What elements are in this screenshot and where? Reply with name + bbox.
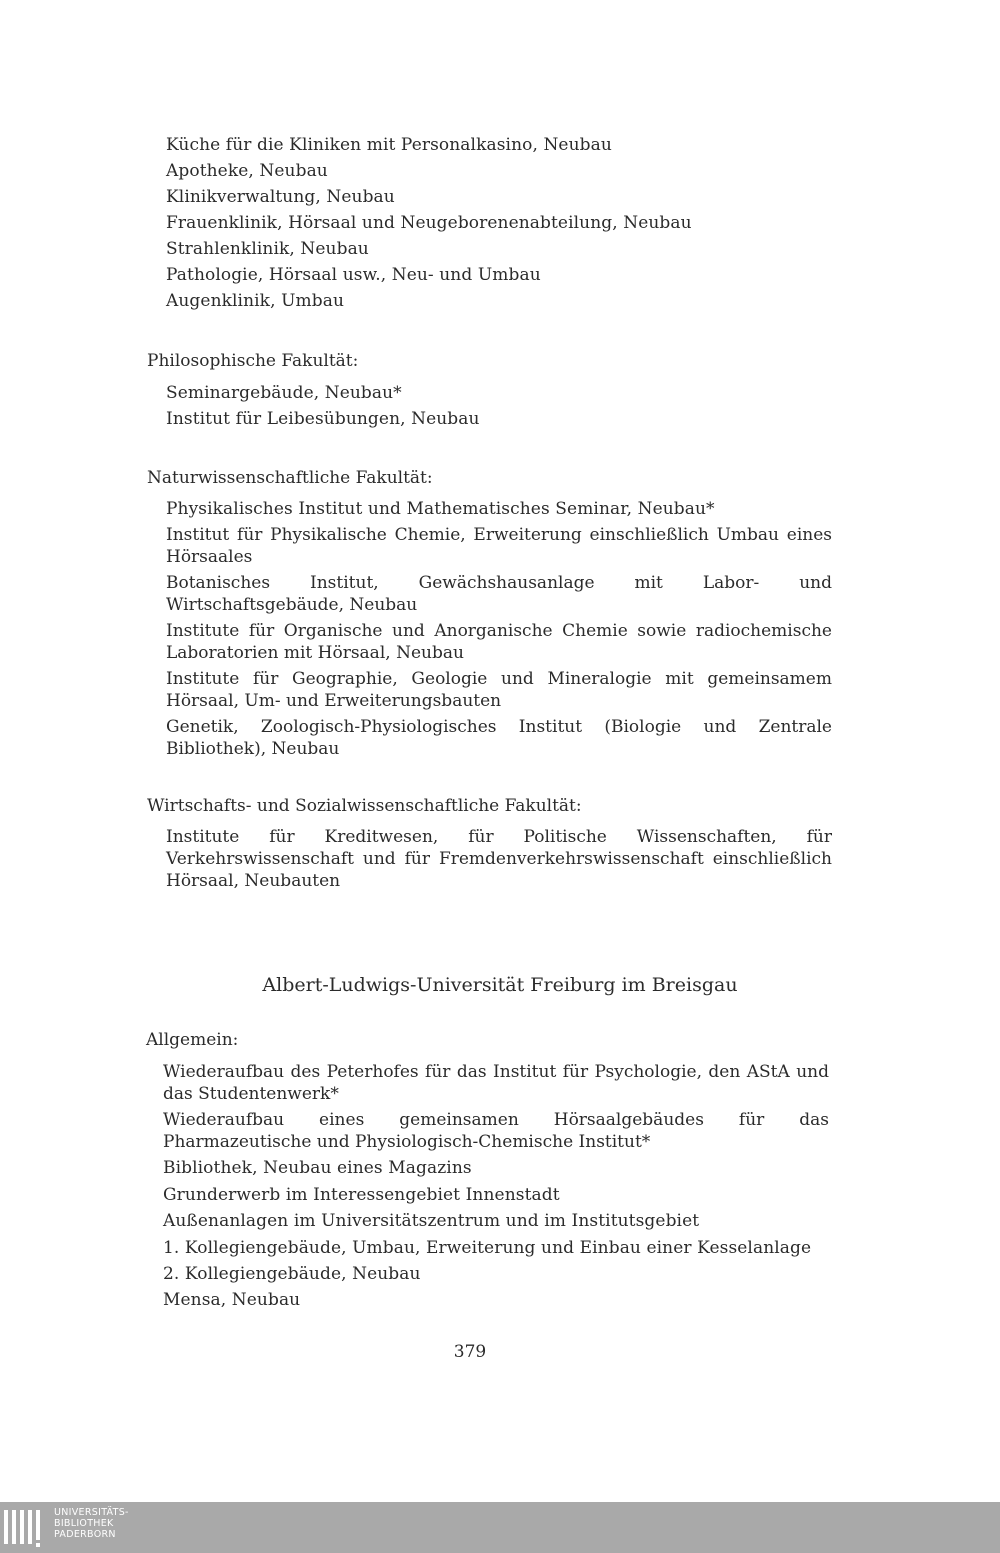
- library-logo-icon: [4, 1506, 50, 1550]
- section-heading-general: Allgemein:: [146, 1030, 239, 1050]
- list-item: Küche für die Kliniken mit Personalkasino, Neubau: [166, 135, 612, 155]
- logo-line: UNIVERSITÄTS-: [54, 1507, 129, 1518]
- list-item: 1. Kollegiengebäude, Umbau, Erweiterung und Einbau einer Kesselanlage: [163, 1238, 812, 1258]
- list-item: Institute für Kreditwesen, für Politische Wissenschaften, für Verkehrswissenschaft und für Fremdenverkehrswissenschaft einschließlich Hörsaal, Neubauten: [166, 827, 832, 891]
- list-item: Wiederaufbau eines gemeinsamen Hörsaalgebäudes für das Pharmazeutische und Physiologisch-Chemische Institut*: [163, 1110, 829, 1152]
- logo-line: BIBLIOTHEK: [54, 1518, 114, 1529]
- list-item: Wiederaufbau des Peterhofes für das Institut für Psychologie, den AStA und das Studentenwerk*: [163, 1062, 829, 1104]
- university-title: Albert-Ludwigs-Universität Freiburg im Breisgau: [262, 974, 738, 996]
- list-item: Außenanlagen im Universitätszentrum und im Institutsgebiet: [163, 1211, 700, 1231]
- list-item: Institute für Organische und Anorganische Chemie sowie radiochemische Laboratorien mit Hörsaal, Neubau: [166, 621, 832, 663]
- list-item: Apotheke, Neubau: [166, 161, 328, 181]
- section-heading-natural-sciences: Naturwissenschaftliche Fakultät:: [147, 468, 433, 488]
- list-item: Bibliothek, Neubau eines Magazins: [163, 1158, 472, 1178]
- section-heading-philosophy: Philosophische Fakultät:: [147, 351, 359, 371]
- footer-bar: [0, 1502, 1000, 1553]
- list-item: Genetik, Zoologisch-Physiologisches Institut (Biologie und Zentrale Bibliothek), Neubau: [166, 717, 832, 759]
- list-item: Seminargebäude, Neubau*: [166, 383, 402, 403]
- list-item: Strahlenklinik, Neubau: [166, 239, 369, 259]
- list-item: Institut für Leibesübungen, Neubau: [166, 409, 480, 429]
- logo-line: PADERBORN: [54, 1529, 116, 1540]
- list-item: Institut für Physikalische Chemie, Erweiterung einschließlich Umbau eines Hörsaales: [166, 525, 832, 567]
- section-heading-economics: Wirtschafts- und Sozialwissenschaftliche Fakultät:: [147, 796, 582, 816]
- list-item: Grunderwerb im Interessengebiet Innenstadt: [163, 1185, 560, 1205]
- page-number: 379: [453, 1342, 487, 1362]
- list-item: 2. Kollegiengebäude, Neubau: [163, 1264, 421, 1284]
- list-item: Institute für Geographie, Geologie und Mineralogie mit gemeinsamem Hörsaal, Um- und Erweiterungsbauten: [166, 669, 832, 711]
- list-item: Pathologie, Hörsaal usw., Neu- und Umbau: [166, 265, 541, 285]
- list-item: Mensa, Neubau: [163, 1290, 301, 1310]
- list-item: Klinikverwaltung, Neubau: [166, 187, 395, 207]
- list-item: Frauenklinik, Hörsaal und Neugeborenenabteilung, Neubau: [166, 213, 692, 233]
- library-logo-text: [54, 1507, 129, 1540]
- list-item: Augenklinik, Umbau: [166, 291, 345, 311]
- list-item: Botanisches Institut, Gewächshausanlage mit Labor- und Wirtschaftsgebäude, Neubau: [166, 573, 832, 615]
- list-item: Physikalisches Institut und Mathematisches Seminar, Neubau*: [166, 499, 715, 519]
